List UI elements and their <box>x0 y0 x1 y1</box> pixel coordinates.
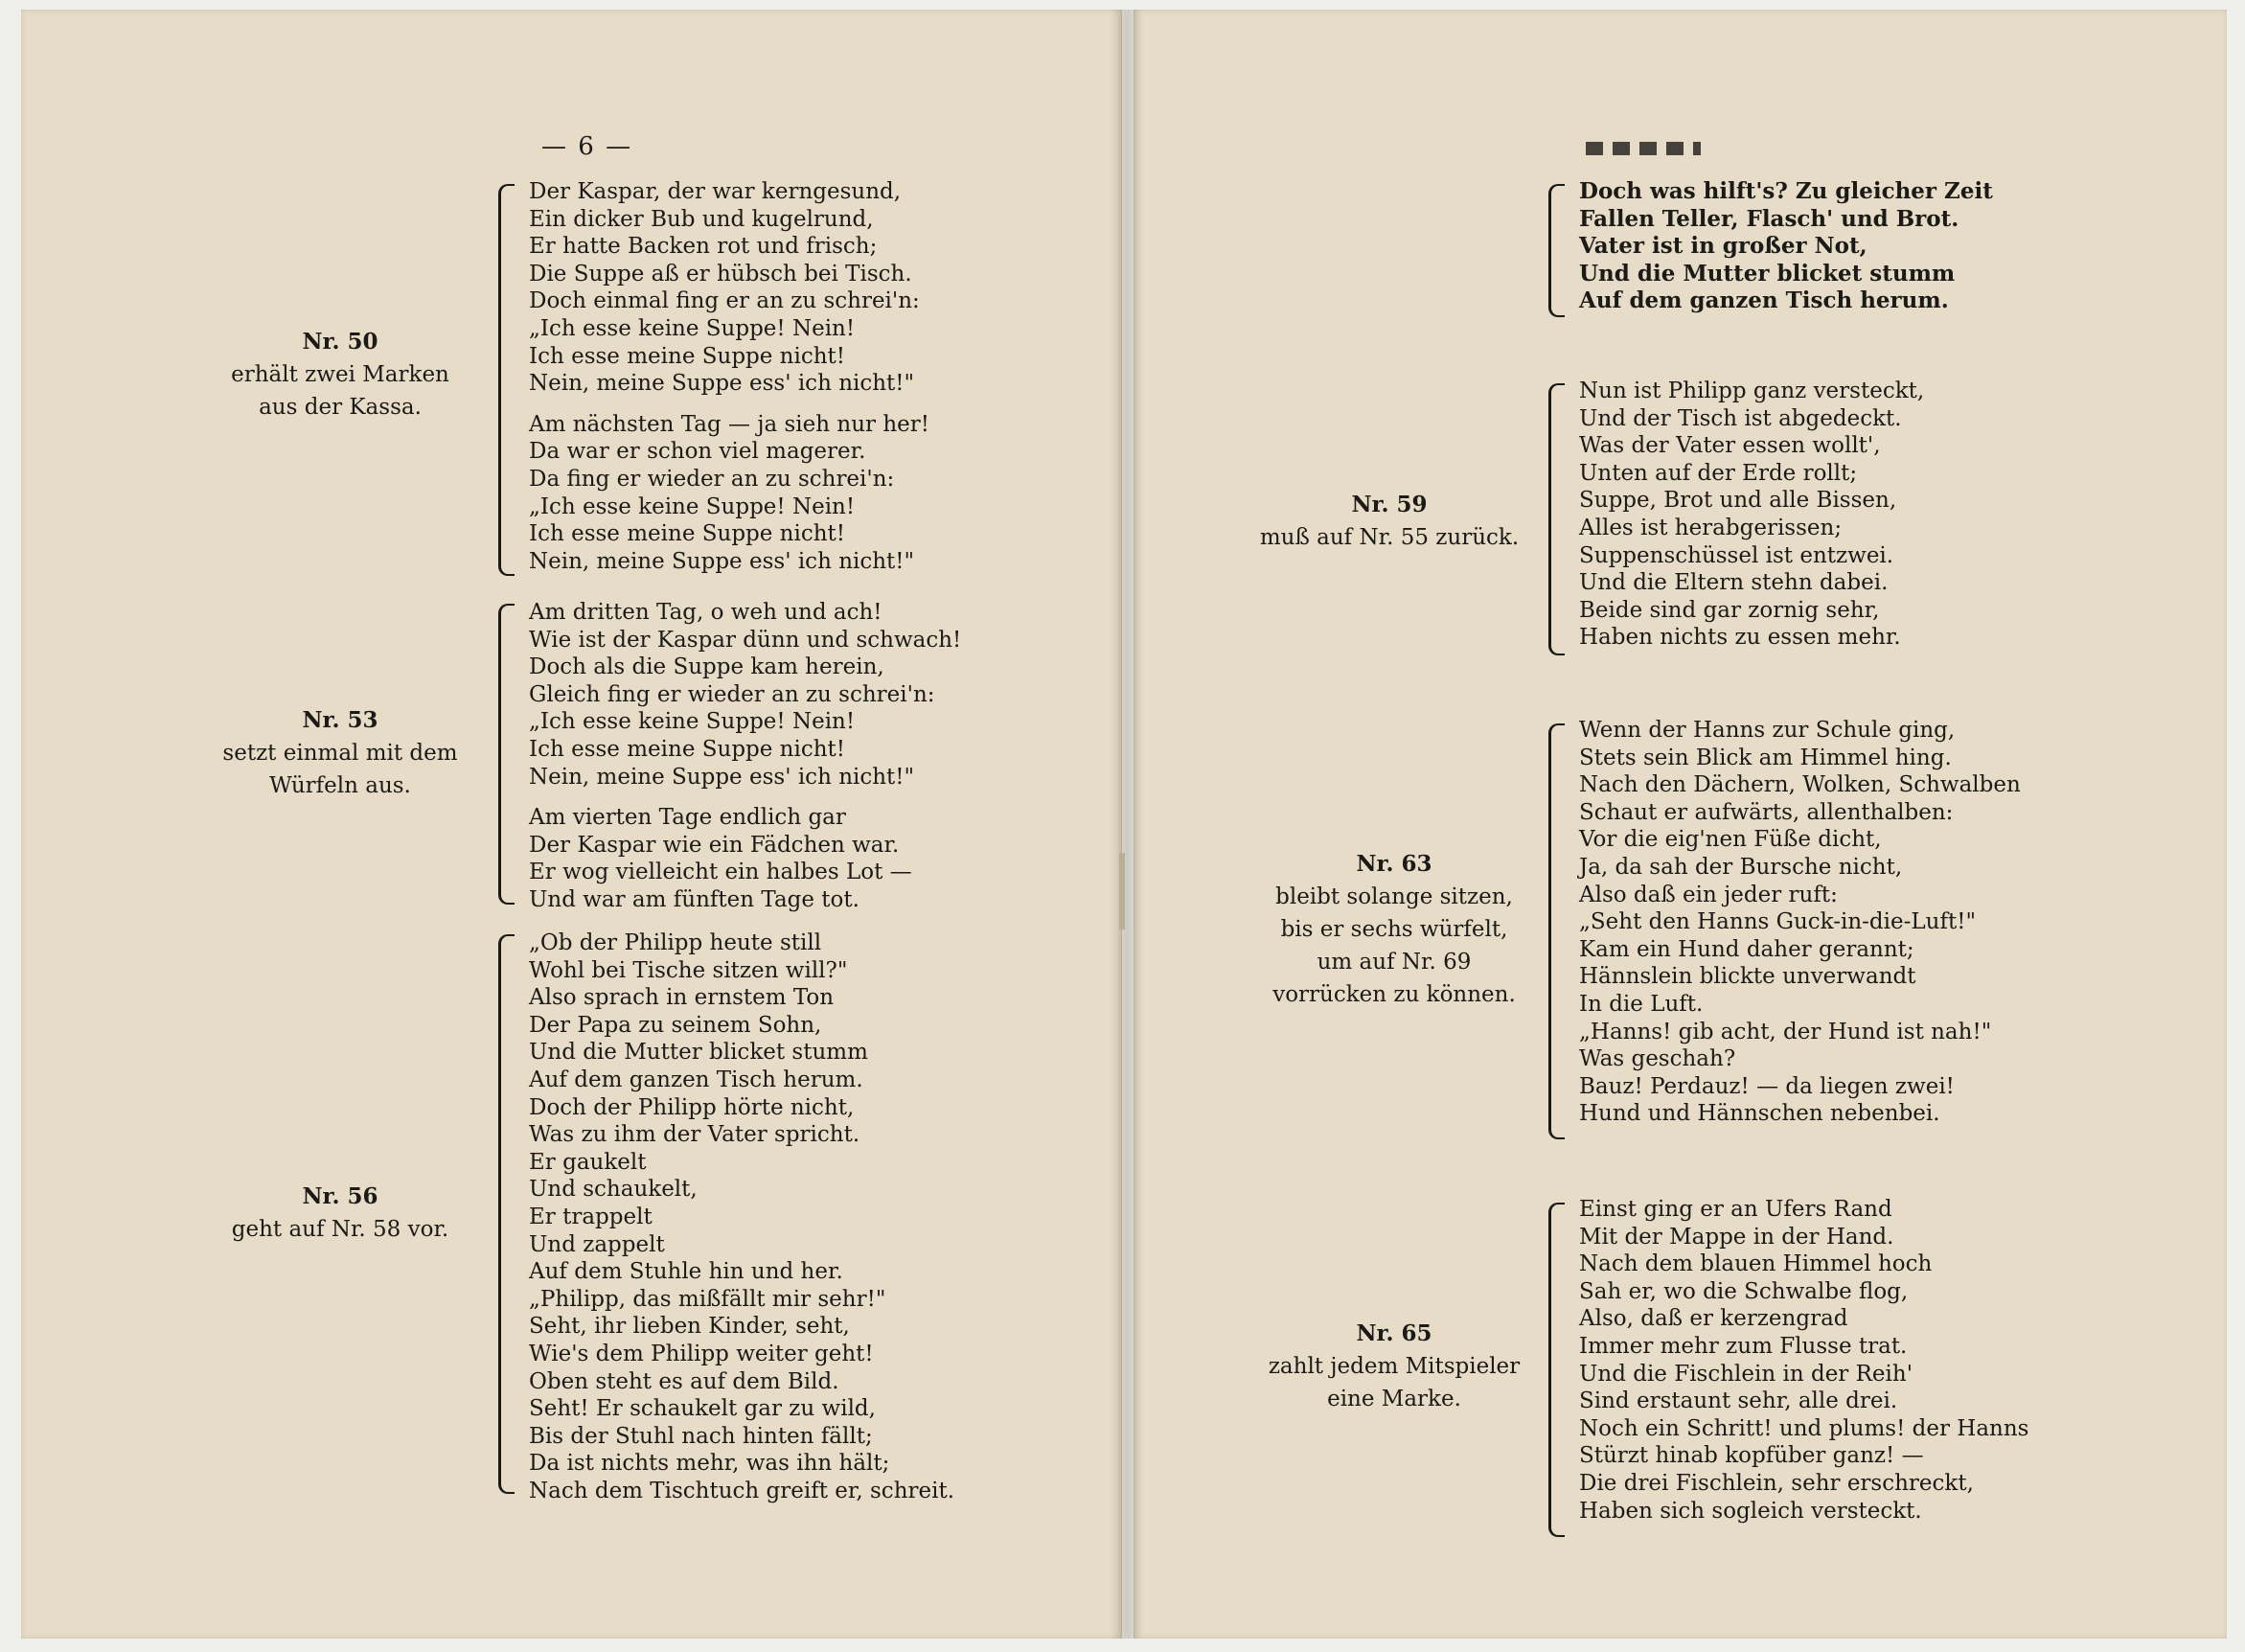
verse-line: Vater ist in großer Not, <box>1579 233 1867 260</box>
verse-line: Ich esse meine Suppe nicht! <box>529 521 846 547</box>
verse-line: Nach den Dächern, Wolken, Schwalben <box>1579 772 2021 798</box>
verse-line: Und die Mutter blicket stumm <box>529 1040 868 1066</box>
verse-line: Stets sein Blick am Himmel hing. <box>1579 745 1952 770</box>
entry-63-label <box>1255 848 1533 1011</box>
verse-line: Nein, meine Suppe ess' ich nicht!" <box>529 548 915 574</box>
verse-line: Sind erstaunt sehr, alle drei. <box>1579 1388 1898 1414</box>
verse-line: Nach dem blauen Himmel hoch <box>1579 1251 1933 1277</box>
verse-line: Die Suppe aß er hübsch bei Tisch. <box>529 261 912 287</box>
verse-line: Nach dem Tischtuch greift er, schreit. <box>529 1478 955 1503</box>
entry-instruction: aus der Kassa. <box>259 395 422 420</box>
verse-line: Und die Eltern stehn dabei. <box>1579 570 1889 596</box>
brace <box>1548 383 1565 655</box>
verse-line: Ja, da sah der Bursche nicht, <box>1579 854 1903 880</box>
entry-number: Nr. 65 <box>1356 1320 1432 1346</box>
entry-59-label <box>1246 489 1533 554</box>
verse-line: Was geschah? <box>1579 1046 1736 1072</box>
verse-line: Am dritten Tag, o weh und ach! <box>529 600 882 625</box>
verse-line: Da ist nichts mehr, was ihn hält; <box>529 1451 890 1477</box>
verse-line: „Ob der Philipp heute still <box>529 930 822 955</box>
entry-instruction: muß auf Nr. 55 zurück. <box>1259 525 1520 550</box>
verse-line: Kam ein Hund daher gerannt; <box>1579 936 1914 962</box>
verse-block-65 <box>1579 1196 2028 1525</box>
brace <box>498 604 515 905</box>
entry-instruction: Würfeln aus. <box>269 773 411 798</box>
verse-line: Er trappelt <box>529 1204 653 1229</box>
verse-line: Der Papa zu seinem Sohn, <box>529 1012 822 1038</box>
entry-instruction: bleibt solange sitzen, <box>1275 884 1513 909</box>
verse-line: Wie ist der Kaspar dünn und schwach! <box>529 627 962 653</box>
verse-line: Doch was hilft's? Zu gleicher Zeit <box>1579 178 1993 204</box>
verse-line: Fallen Teller, Flasch' und Brot. <box>1579 205 1959 232</box>
entry-instruction: erhält zwei Marken <box>231 362 449 387</box>
verse-line: Wie's dem Philipp weiter geht! <box>529 1341 874 1366</box>
verse-line: Was der Vater essen wollt', <box>1579 433 1881 459</box>
verse-line: Auf dem Stuhle hin und her. <box>529 1259 843 1285</box>
verse-line: Also, daß er kerzengrad <box>1579 1306 1848 1332</box>
verse-block-63 <box>1579 717 2021 1128</box>
verse-line: Er wog vielleicht ein halbes Lot — <box>529 860 912 885</box>
verse-line: „Ich esse keine Suppe! Nein! <box>529 493 856 519</box>
verse-line: Beide sind gar zornig sehr, <box>1579 597 1880 623</box>
verse-line: Und die Mutter blicket stumm <box>1579 260 1956 287</box>
entry-number: Nr. 59 <box>1351 492 1428 517</box>
verse-line: Gleich fing er wieder an zu schrei'n: <box>529 681 935 707</box>
verse-line: Immer mehr zum Flusse trat. <box>1579 1333 1908 1359</box>
verse-line: Er gaukelt <box>529 1149 647 1175</box>
verse-block-59 <box>1579 378 1924 652</box>
brace <box>1548 1203 1565 1537</box>
entry-50-label <box>216 326 465 424</box>
entry-instruction: um auf Nr. 69 <box>1317 950 1472 975</box>
page-number: — 6 — <box>541 132 633 161</box>
verse-line: Die drei Fischlein, sehr erschreckt, <box>1579 1470 1974 1496</box>
entry-instruction: eine Marke. <box>1327 1387 1461 1411</box>
verse-line: Und war am fünften Tage tot. <box>529 886 859 912</box>
verse-line: Der Kaspar, der war kerngesund, <box>529 179 902 204</box>
verse-line: Ein dicker Bub und kugelrund, <box>529 206 874 232</box>
verse-line: Doch als die Suppe kam herein, <box>529 654 884 680</box>
verse-line: Ich esse meine Suppe nicht! <box>529 736 846 762</box>
verse-line: Er hatte Backen rot und frisch; <box>529 234 878 260</box>
verse-line: Mit der Mappe in der Hand. <box>1579 1224 1894 1250</box>
verse-line: Seht, ihr lieben Kinder, seht, <box>529 1314 850 1340</box>
verse-line: Sah er, wo die Schwalbe flog, <box>1579 1278 1909 1304</box>
verse-line: Da fing er wieder an zu schrei'n: <box>529 466 895 492</box>
verse-line: Am vierten Tage endlich gar <box>529 805 846 831</box>
verse-line: „Ich esse keine Suppe! Nein! <box>529 315 856 341</box>
verse-line: Ich esse meine Suppe nicht! <box>529 343 846 369</box>
verse-line: Bauz! Perdauz! — da liegen zwei! <box>1579 1073 1955 1099</box>
entry-instruction: setzt einmal mit dem <box>222 741 458 766</box>
verse-line: „Seht den Hanns Guck-in-die-Luft!" <box>1579 909 1977 935</box>
brace <box>1548 723 1565 1139</box>
verse-line: Wenn der Hanns zur Schule ging, <box>1579 718 1956 743</box>
book-gutter <box>1110 10 1144 1639</box>
verse-block-56 <box>529 929 954 1504</box>
verse-line: Einst ging er an Ufers Rand <box>1579 1197 1892 1222</box>
verse-line: Also sprach in ernstem Ton <box>529 985 835 1011</box>
verse-block-53 <box>529 599 961 914</box>
entry-number: Nr. 56 <box>302 1183 378 1209</box>
verse-line: „Hanns! gib acht, der Hund ist nah!" <box>1579 1019 1992 1044</box>
verse-line: Haben nichts zu essen mehr. <box>1579 625 1901 651</box>
verse-line: „Philipp, das mißfällt mir sehr!" <box>529 1286 886 1312</box>
verse-line: Alles ist herabgerissen; <box>1579 515 1843 540</box>
verse-line: Hännslein blickte unverwandt <box>1579 964 1916 990</box>
verse-line: Da war er schon viel magerer. <box>529 439 866 465</box>
brace <box>498 934 515 1494</box>
entry-instruction: geht auf Nr. 58 vor. <box>231 1217 449 1242</box>
entry-instruction: vorrücken zu können. <box>1272 982 1516 1007</box>
verse-line: Nein, meine Suppe ess' ich nicht!" <box>529 371 915 397</box>
verse-line: Suppe, Brot und alle Bissen, <box>1579 488 1897 514</box>
entry-instruction: bis er sechs würfelt, <box>1280 917 1508 942</box>
verse-line: Und der Tisch ist abgedeckt. <box>1579 405 1902 431</box>
verse-line: Vor die eig'nen Füße dicht, <box>1579 827 1882 853</box>
entry-instruction: zahlt jedem Mitspieler <box>1268 1354 1521 1379</box>
verse-line: Und zappelt <box>529 1231 665 1257</box>
verse-line: Haben sich sogleich versteckt. <box>1579 1498 1922 1524</box>
entry-number: Nr. 50 <box>302 329 378 355</box>
verse-line: Unten auf der Erde rollt; <box>1579 460 1858 486</box>
verse-line: Oben steht es auf dem Bild. <box>529 1368 839 1394</box>
verse-block-top <box>1579 178 1993 315</box>
verse-line: Bis der Stuhl nach hinten fällt; <box>529 1423 873 1449</box>
verse-line: Doch der Philipp hörte nicht, <box>529 1094 855 1120</box>
verse-line: Was zu ihm der Vater spricht. <box>529 1122 860 1148</box>
verse-line: Doch einmal fing er an zu schrei'n: <box>529 288 920 314</box>
verse-line: Wohl bei Tische sitzen will?" <box>529 957 848 983</box>
verse-line: Hund und Hännschen nebenbei. <box>1579 1101 1940 1127</box>
verse-line: In die Luft. <box>1579 991 1704 1017</box>
verse-line: Suppenschüssel ist entzwei. <box>1579 542 1894 568</box>
verse-line: Auf dem ganzen Tisch herum. <box>1579 287 1949 314</box>
verse-line: Seht! Er schaukelt gar zu wild, <box>529 1396 876 1422</box>
entry-number: Nr. 53 <box>302 707 378 733</box>
verse-line: Schaut er aufwärts, allenthalben: <box>1579 799 1954 825</box>
entry-56-label <box>206 1181 474 1246</box>
verse-line: Nun ist Philipp ganz versteckt, <box>1579 379 1925 403</box>
verse-line: Am nächsten Tag — ja sieh nur her! <box>529 411 929 437</box>
verse-line: Noch ein Schritt! und plums! der Hanns <box>1579 1415 2029 1441</box>
verse-line: Und die Fischlein in der Reih' <box>1579 1361 1913 1387</box>
ink-smudge <box>1586 142 1701 155</box>
verse-line: Nein, meine Suppe ess' ich nicht!" <box>529 764 915 790</box>
entry-65-label <box>1255 1318 1533 1415</box>
verse-line: Auf dem ganzen Tisch herum. <box>529 1067 863 1092</box>
verse-line: Also daß ein jeder ruft: <box>1579 882 1838 907</box>
entry-53-label <box>216 704 465 802</box>
verse-line: Der Kaspar wie ein Fädchen war. <box>529 832 900 858</box>
entry-number: Nr. 63 <box>1356 851 1432 877</box>
verse-block-50 <box>529 178 929 575</box>
brace <box>498 184 515 576</box>
verse-line: Stürzt hinab kopfüber ganz! — <box>1579 1443 1924 1469</box>
binding-tear <box>1119 853 1125 929</box>
brace <box>1548 184 1565 317</box>
verse-line: Und schaukelt, <box>529 1177 698 1203</box>
verse-line: „Ich esse keine Suppe! Nein! <box>529 709 856 735</box>
